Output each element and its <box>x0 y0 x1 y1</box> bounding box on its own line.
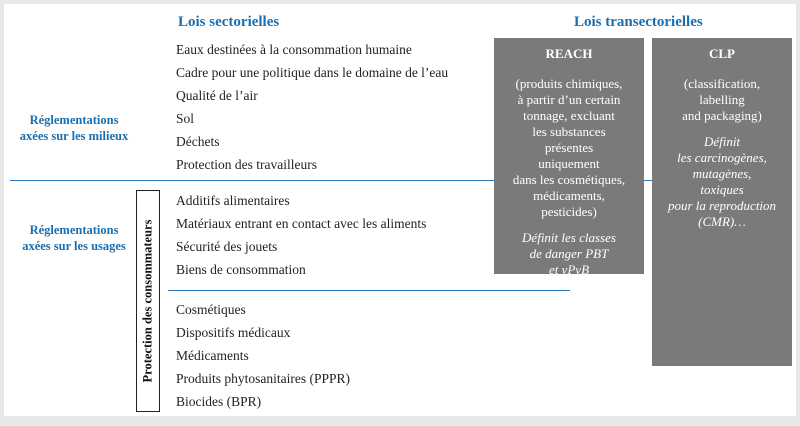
usages-item: Biens de consommation <box>176 262 306 277</box>
figure-panel <box>4 4 796 416</box>
consumer-protection-label: Protection des consommateurs <box>140 219 155 383</box>
usages-item: Additifs alimentaires <box>176 193 290 208</box>
reach-title: REACH <box>545 46 593 61</box>
label-milieux: Réglementations axées sur les milieux <box>19 113 129 143</box>
usages-item: Médicaments <box>176 348 249 363</box>
usages-item: Cosmétiques <box>176 302 246 317</box>
usages-item: Matériaux entrant en contact avec les aliments <box>176 216 427 231</box>
header-sectoral: Lois sectorielles <box>178 14 280 30</box>
reach-box <box>494 38 644 277</box>
milieux-item: Qualité de l’air <box>176 88 258 103</box>
milieux-item: Déchets <box>176 134 220 149</box>
header-transsectoral: Lois transectorielles <box>574 14 703 30</box>
milieux-item: Sol <box>176 111 195 126</box>
milieux-item: Cadre pour une politique dans le domaine de l’eau <box>176 65 449 80</box>
label-usages: Réglementations axées sur les usages <box>22 223 126 253</box>
milieux-item: Protection des travailleurs <box>176 157 317 172</box>
clp-description: (classification, labelling and packaging) <box>682 76 762 123</box>
usages-item: Dispositifs médicaux <box>176 325 291 340</box>
clp-extra: Définit les carcinogènes, mutagènes, toxiques pour la reproduction (CMR)… <box>667 134 777 229</box>
clp-box <box>652 38 792 366</box>
milieux-item: Eaux destinées à la consommation humaine <box>176 42 412 57</box>
usages-item: Biocides (BPR) <box>176 394 262 409</box>
divider-usages <box>168 290 570 291</box>
consumer-protection-box <box>136 190 160 412</box>
usages-item: Produits phytosanitaires (PPPR) <box>176 371 351 386</box>
usages-item: Sécurité des jouets <box>176 239 278 254</box>
reach-extra: Définit les classes de danger PBT et vPvB <box>522 230 616 277</box>
clp-title: CLP <box>709 46 735 61</box>
reach-description: (produits chimiques, à partir d’un certain tonnage, excluant les substances présentes uniquement dans les cosmétiques, médicaments, pesticides) <box>512 76 626 219</box>
